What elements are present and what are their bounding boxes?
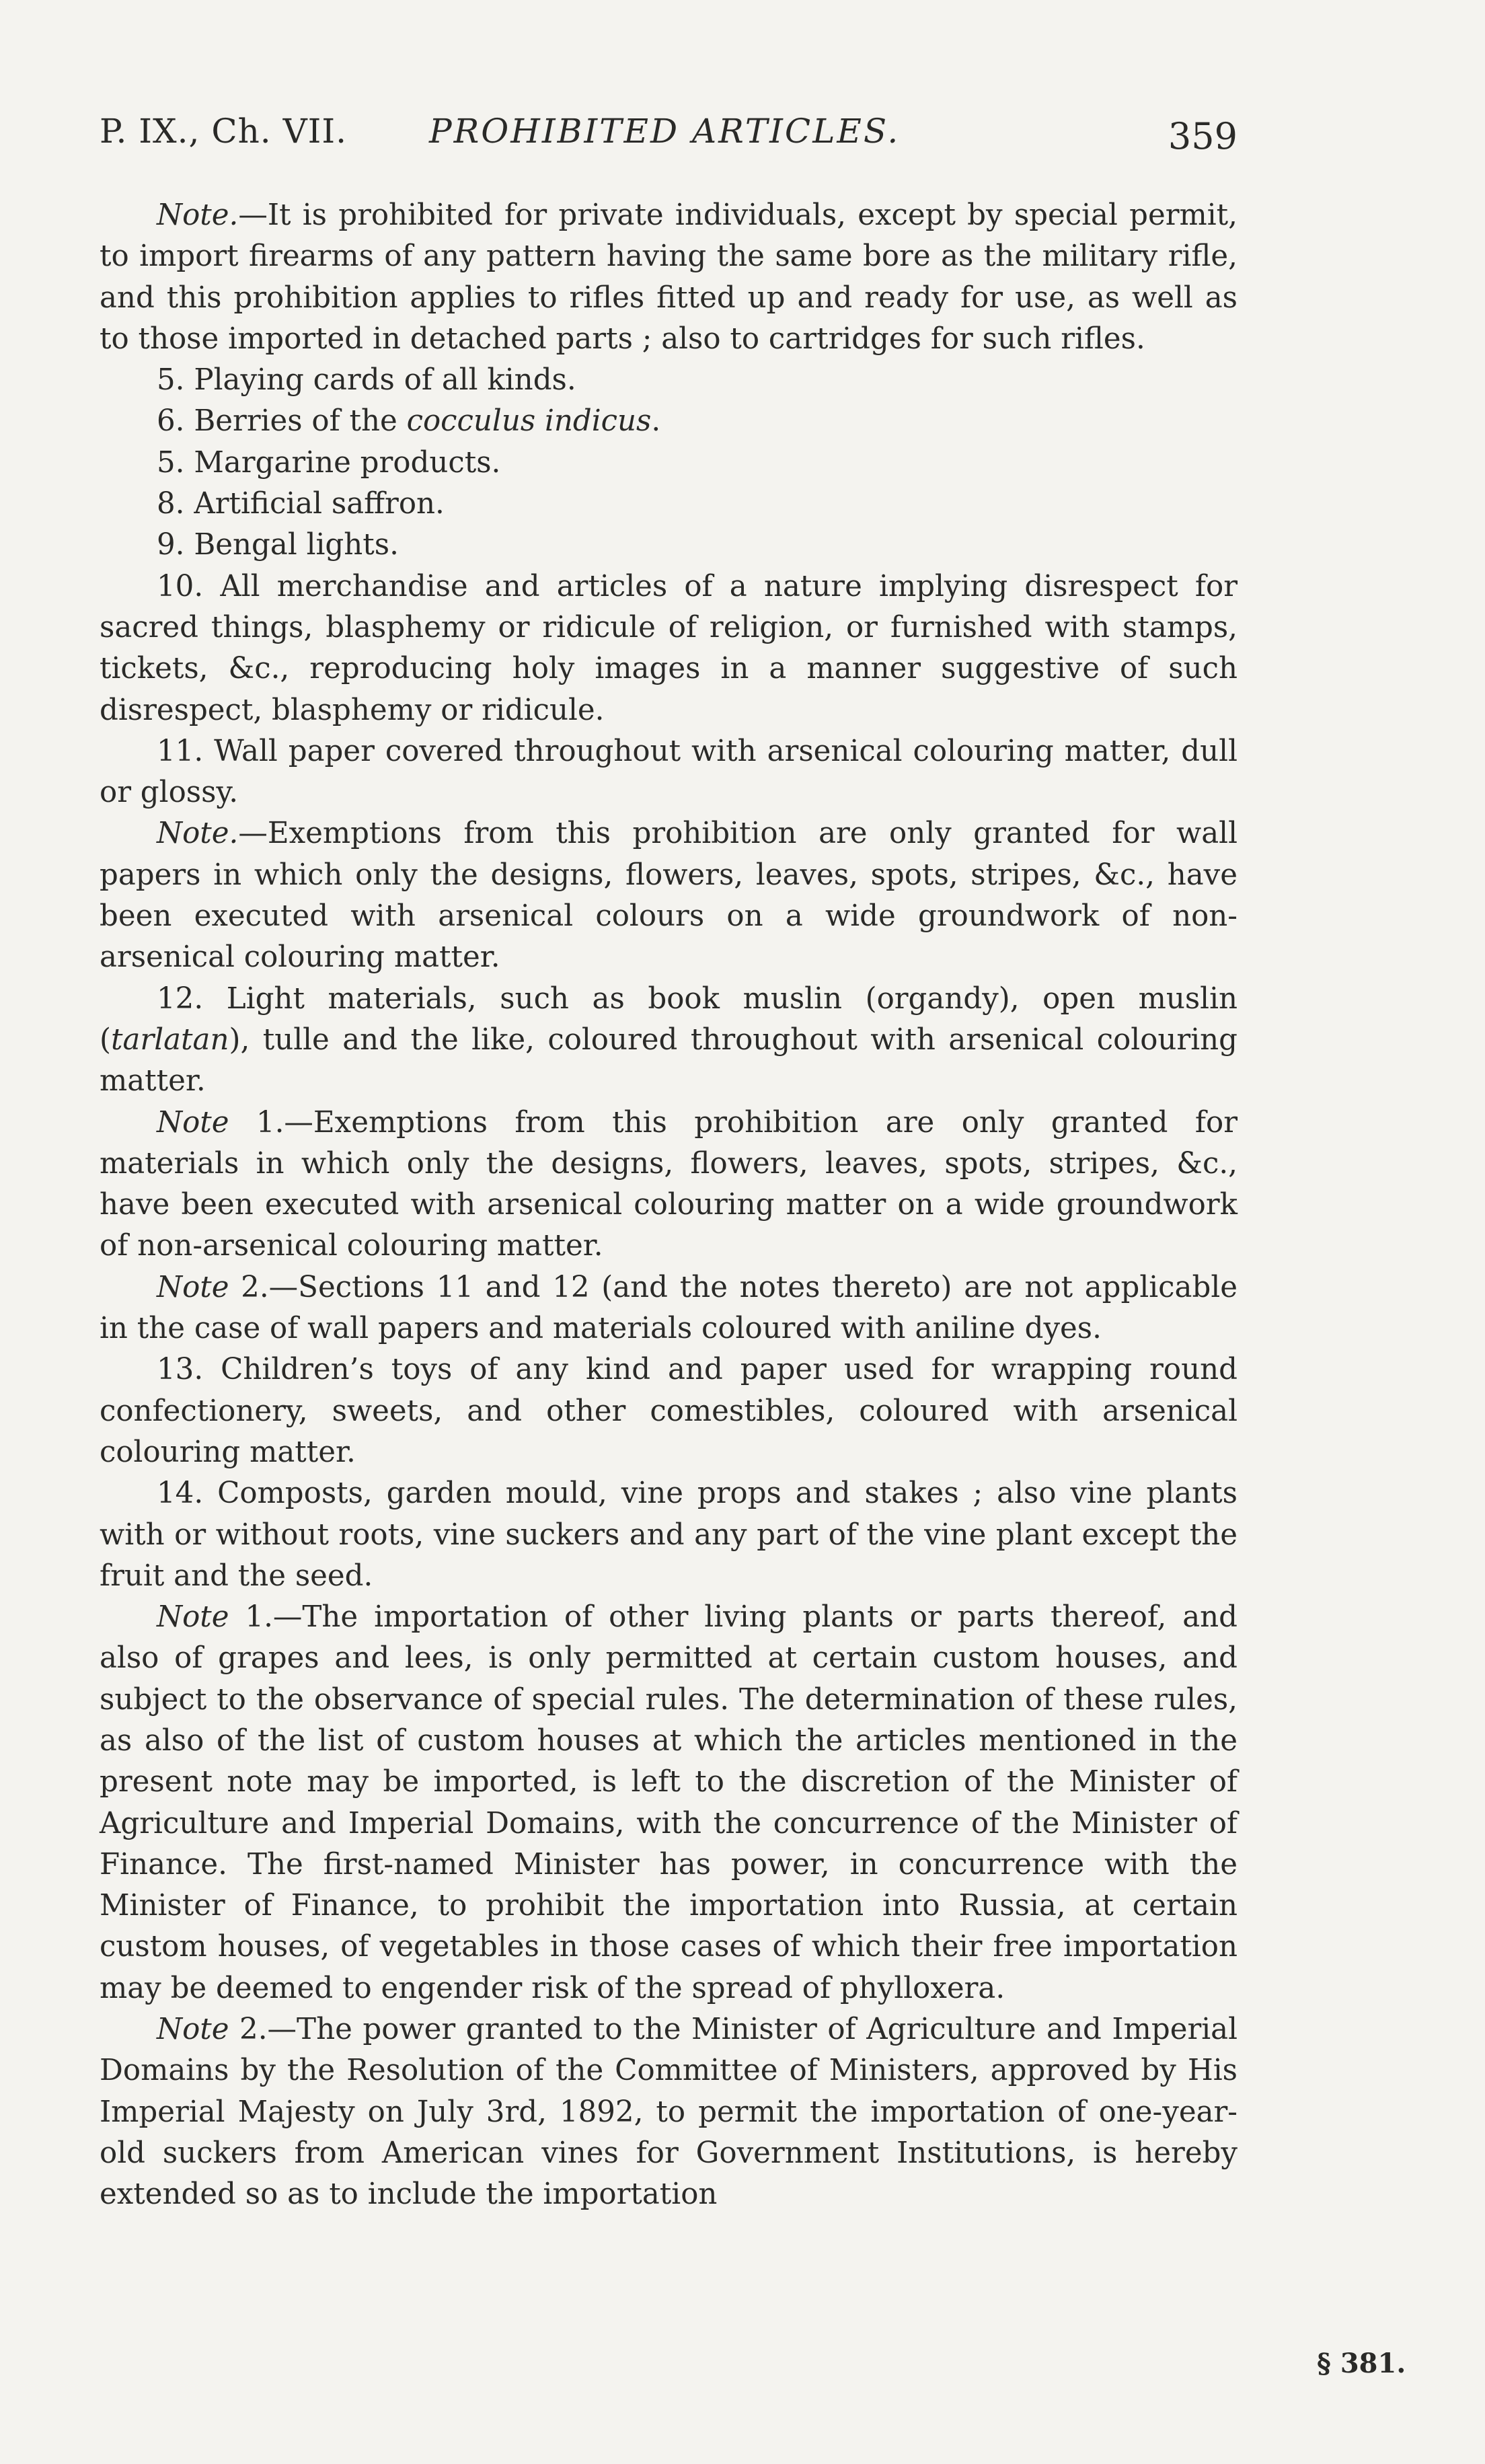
body-text bbox=[100, 195, 1238, 2216]
section-mark: § 381. bbox=[1317, 2348, 1406, 2379]
list-item: 5. Playing cards of all kinds. bbox=[157, 363, 576, 398]
list-item: 6. Berries of the cocculus indicus. bbox=[157, 404, 661, 439]
paragraph: Note 1.—The importation of other living plants or parts thereof, and also of grapes and lees, is only permitted at certain custom houses, and subject to the observance of special rules. The determination of these rules, as also of the list of custom houses at which the articles mentioned in the present note may be imported, is left to the discretion of the Minister of Agriculture and Imperial Domains, with the concurrence of the Minister of Finance. The first-named Minister has power, in concurrence with the Minister of Finance, to prohibit the importation into Russia, at certain custom houses, of vegetables in those cases of which their free importation may be deemed to engender risk of the spread of phylloxera. bbox=[100, 1600, 1238, 2005]
note-label: Note bbox=[157, 1105, 229, 1140]
running-header bbox=[100, 101, 1238, 161]
paragraph: Note 1.—Exemptions from this prohibition are only granted for materials in which only the designs, flowers, leaves, spots, stripes, &c., have been executed with arsenical colouring matter on a wide groundwork of non-arsenical colouring matter. bbox=[100, 1105, 1238, 1263]
page-title: PROHIBITED ARTICLES. bbox=[429, 112, 901, 151]
italic-term: cocculus indicus bbox=[406, 404, 652, 439]
note-label: Note. bbox=[157, 198, 239, 232]
note-label: Note bbox=[157, 1600, 229, 1635]
list-item: 11. Wall paper covered throughout with arsenical colouring matter, dull or glossy. bbox=[100, 734, 1238, 810]
section-reference: P. IX., Ch. VII. bbox=[100, 112, 348, 151]
note-label: Note bbox=[157, 1270, 229, 1304]
list-item: 13. Children’s toys of any kind and paper used for wrapping round confectionery, sweets, and other comestibles, coloured with arsenical colouring matter. bbox=[100, 1353, 1238, 1469]
paragraph: Note 2.—The power granted to the Minister of Agriculture and Imperial Domains by the Resolution of the Committee of Ministers, approved by His Imperial Majesty on July 3rd, 1892, to permit the importation of one-year-old suckers from American vines for Government Institutions, is hereby extended so as to include the importation bbox=[100, 2013, 1238, 2212]
paragraph: Note.—It is prohibited for private individuals, except by special permit, to import firearms of any pattern having the same bore as the military rifle, and this prohibition applies to rifles fitted up and ready for use, as well as to those imported in detached parts ; also to cartridges for such rifles. bbox=[100, 198, 1238, 356]
note-label: Note. bbox=[157, 817, 239, 851]
list-item: 10. All merchandise and articles of a nature implying disrespect for sacred things, blasphemy or ridicule of religion, or furnished with stamps, tickets, &c., reproducing holy images in a manner suggestive of such disrespect, blasphemy or ridicule. bbox=[100, 569, 1238, 727]
document-page bbox=[100, 101, 1238, 2216]
paragraph: Note.—Exemptions from this prohibition are only granted for wall papers in which only the designs, flowers, leaves, spots, stripes, &c., have been executed with arsenical colours on a wide groundwork of non-arsenical colouring matter. bbox=[100, 817, 1238, 975]
italic-term: tarlatan bbox=[110, 1022, 229, 1057]
page-number: 359 bbox=[1168, 115, 1238, 157]
list-item: 12. Light materials, such as book muslin (organdy), open muslin (tarlatan), tulle and the like, coloured throughout with arsenical colouring matter. bbox=[100, 981, 1238, 1098]
list-item: 5. Margarine products. bbox=[157, 445, 501, 480]
list-item: 9. Bengal lights. bbox=[157, 528, 399, 562]
list-item: 8. Artificial saffron. bbox=[157, 487, 445, 521]
list-item: 14. Composts, garden mould, vine props and stakes ; also vine plants with or without roots, vine suckers and any part of the vine plant except the fruit and the seed. bbox=[100, 1477, 1238, 1593]
paragraph: Note 2.—Sections 11 and 12 (and the notes thereto) are not applicable in the case of wall papers and materials coloured with aniline dyes. bbox=[100, 1270, 1238, 1346]
note-label: Note bbox=[157, 2013, 229, 2047]
